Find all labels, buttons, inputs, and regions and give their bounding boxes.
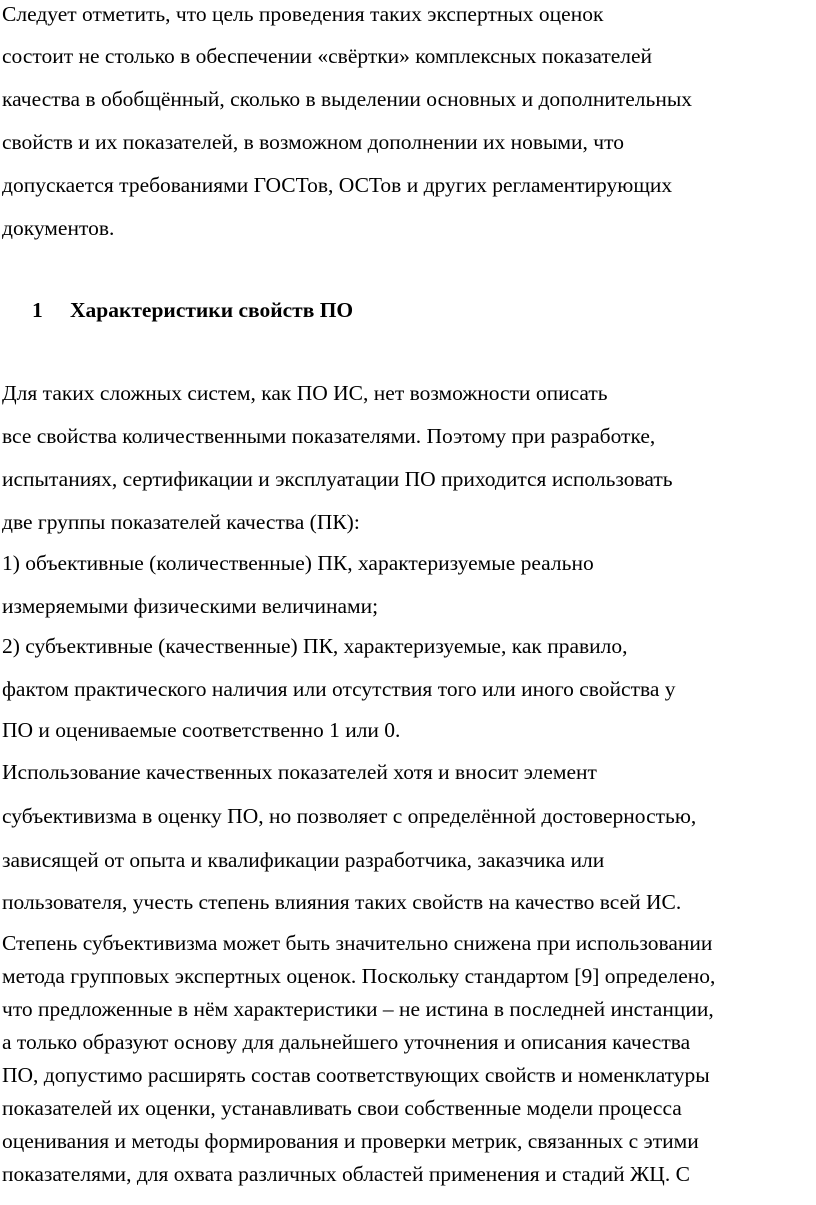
text-line: пользователя, учесть степень влияния таких свойств на качество всей ИС. <box>2 890 682 914</box>
text-line: зависящей от опыта и квалификации разработчика, заказчика или <box>2 848 605 872</box>
text-line: качества в обобщённый, сколько в выделении основных и дополнительных <box>2 87 693 111</box>
text-line: ПО и оцениваемые соответственно 1 или 0. <box>2 718 401 742</box>
text-line: Степень субъективизма может быть значительно снижена при использовании <box>2 931 713 955</box>
section-number: 1 <box>32 298 43 322</box>
text-line: а только образуют основу для дальнейшего уточнения и описания качества <box>2 1030 691 1054</box>
text-line: допускается требованиями ГОСТов, ОСТов и других регламентирующих <box>2 173 673 197</box>
text-line: Использование качественных показателей хотя и вносит элемент <box>2 760 597 784</box>
section-heading <box>32 300 353 322</box>
text-line: оценивания и методы формирования и проверки метрик, связанных с этими <box>2 1129 699 1153</box>
text-line: ПО, допустимо расширять состав соответствующих свойств и номенклатуры <box>2 1063 710 1087</box>
text-line: Следует отметить, что цель проведения таких экспертных оценок <box>2 2 604 26</box>
text-line: измеряемыми физическими величинами; <box>2 594 379 618</box>
text-line: состоит не столько в обеспечении «свёртки» комплексных показателей <box>2 44 653 68</box>
text-line: метода групповых экспертных оценок. Поскольку стандартом [9] определено, <box>2 964 716 988</box>
text-line: показателей их оценки, устанавливать свои собственные модели процесса <box>2 1096 682 1120</box>
text-line: испытаниях, сертификации и эксплуатации ПО приходится использовать <box>2 467 673 491</box>
text-line: фактом практического наличия или отсутствия того или иного свойства у <box>2 677 676 701</box>
section-title: Характеристики свойств ПО <box>70 298 354 322</box>
text-line: свойств и их показателей, в возможном дополнении их новыми, что <box>2 130 624 154</box>
list-item: 1) объективные (количественные) ПК, характеризуемые реально <box>2 551 594 575</box>
text-line: две группы показателей качества (ПК): <box>2 510 360 534</box>
text-line: что предложенные в нём характеристики – не истина в последней инстанции, <box>2 997 714 1021</box>
text-line: субъективизма в оценку ПО, но позволяет с определённой достоверностью, <box>2 804 697 828</box>
text-line: Для таких сложных систем, как ПО ИС, нет возможности описать <box>2 381 608 405</box>
text-line: документов. <box>2 216 115 240</box>
text-line: все свойства количественными показателями. Поэтому при разработке, <box>2 424 656 448</box>
text-line: показателями, для охвата различных областей применения и стадий ЖЦ. С <box>2 1162 690 1186</box>
list-item: 2) субъективные (качественные) ПК, характеризуемые, как правило, <box>2 634 628 658</box>
